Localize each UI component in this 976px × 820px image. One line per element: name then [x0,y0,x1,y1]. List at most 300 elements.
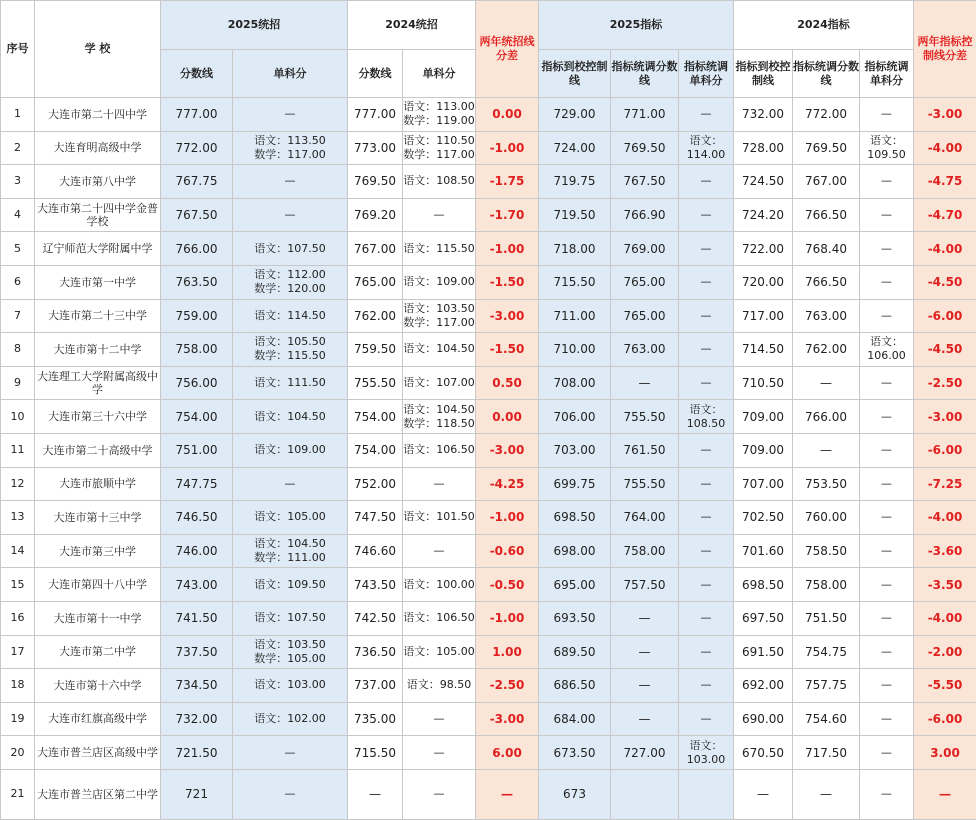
cell-2024-zb-line: 766.50 [793,198,860,232]
cell-2024-zb-danke: — [860,568,914,602]
cell-2025-zb-danke: — [679,501,734,535]
cell-seq: 11 [1,433,35,467]
cell-2025-zb-line: 771.00 [611,98,679,132]
cell-2025-zb-danke: — [679,669,734,703]
cell-diff-tongzhao: 0.00 [476,400,539,434]
cell-seq: 1 [1,98,35,132]
header-2024-zb-line: 指标统调分数线 [793,50,860,98]
cell-2025-zb-danke: — [679,702,734,736]
cell-2025-danke: — [233,198,348,232]
cell-2025-fenshuxian: 741.50 [161,601,233,635]
cell-2025-zb-line: 761.50 [611,433,679,467]
cell-2025-zb-danke: — [679,534,734,568]
cell-2025-zb-ctrl: 673 [539,769,611,819]
cell-diff-tongzhao: -0.50 [476,568,539,602]
cell-school: 大连市第十一中学 [35,601,161,635]
cell-2025-zb-danke [679,769,734,819]
cell-seq: 2 [1,131,35,165]
header-2024-fenshuxian: 分数线 [348,50,403,98]
cell-2025-zb-ctrl: 708.00 [539,366,611,400]
cell-school: 大连市第二十四中学 [35,98,161,132]
cell-2024-zb-line: 763.00 [793,299,860,333]
cell-2025-zb-ctrl: 710.00 [539,333,611,367]
cell-2025-zb-line: — [611,635,679,669]
cell-school: 辽宁师范大学附属中学 [35,232,161,266]
cell-2024-zb-ctrl: 670.50 [734,736,793,770]
cell-2025-zb-danke: — [679,232,734,266]
cell-2025-fenshuxian: 766.00 [161,232,233,266]
cell-2025-fenshuxian: 767.50 [161,198,233,232]
cell-2025-danke: — [233,98,348,132]
cell-2024-danke: — [403,534,476,568]
header-seq: 序号 [1,1,35,98]
cell-diff-tongzhao: -3.00 [476,433,539,467]
cell-seq: 5 [1,232,35,266]
cell-2025-zb-danke: — [679,198,734,232]
cell-2025-zb-ctrl: 715.50 [539,265,611,299]
cell-2025-zb-line: 764.00 [611,501,679,535]
cell-2024-danke: 语文：106.50 [403,433,476,467]
cell-2024-zb-ctrl: 714.50 [734,333,793,367]
cell-2024-fenshuxian: 777.00 [348,98,403,132]
cell-diff-zhibiao: -2.50 [914,366,976,400]
cell-2024-zb-ctrl: 691.50 [734,635,793,669]
cell-2024-danke: 语文：115.50 [403,232,476,266]
cell-2025-fenshuxian: 756.00 [161,366,233,400]
cell-2025-fenshuxian: 763.50 [161,265,233,299]
cell-2024-fenshuxian: 737.00 [348,669,403,703]
cell-2024-zb-danke: — [860,400,914,434]
cell-2024-zb-ctrl: 722.00 [734,232,793,266]
cell-school: 大连市第十二中学 [35,333,161,367]
cell-diff-tongzhao: -2.50 [476,669,539,703]
cell-school: 大连市第三中学 [35,534,161,568]
cell-2025-zb-line: 755.50 [611,467,679,501]
cell-2025-zb-line: 769.50 [611,131,679,165]
cell-seq: 7 [1,299,35,333]
cell-2024-zb-ctrl: 710.50 [734,366,793,400]
cell-2024-zb-line: — [793,433,860,467]
cell-2025-zb-ctrl: 706.00 [539,400,611,434]
cell-2025-zb-danke: — [679,635,734,669]
cell-2024-fenshuxian: 747.50 [348,501,403,535]
cell-diff-tongzhao: -1.00 [476,501,539,535]
cell-2025-zb-danke: 语文： 103.00 [679,736,734,770]
cell-2025-danke: 语文：107.50 [233,601,348,635]
cell-school: 大连市第二十三中学 [35,299,161,333]
cell-2025-zb-danke: — [679,433,734,467]
cell-2025-danke: 语文：105.50 数学：115.50 [233,333,348,367]
cell-2024-danke: 语文：105.00 [403,635,476,669]
cell-seq: 21 [1,769,35,819]
cell-diff-zhibiao: -4.75 [914,165,976,199]
cell-2024-fenshuxian: 755.50 [348,366,403,400]
cell-2024-fenshuxian: 759.50 [348,333,403,367]
cell-2024-zb-line: — [793,366,860,400]
header-2025-zb-danke: 指标统调单科分 [679,50,734,98]
cell-diff-tongzhao: 1.00 [476,635,539,669]
cell-2024-danke: — [403,702,476,736]
cell-2025-zb-ctrl: 695.00 [539,568,611,602]
cell-seq: 18 [1,669,35,703]
header-2024-tongzhao: 2024统招 [348,1,476,50]
cell-2024-zb-danke: — [860,769,914,819]
cell-2024-zb-line: 767.00 [793,165,860,199]
cell-2024-zb-line: 754.75 [793,635,860,669]
header-2025-zb-ctrl: 指标到校控制线 [539,50,611,98]
cell-diff-tongzhao: 6.00 [476,736,539,770]
cell-2025-danke: 语文：111.50 [233,366,348,400]
cell-2024-danke: — [403,736,476,770]
cell-2024-danke: 语文：104.50 [403,333,476,367]
cell-2025-danke: — [233,165,348,199]
cell-diff-zhibiao: -4.00 [914,501,976,535]
cell-2025-fenshuxian: 721 [161,769,233,819]
cell-2025-fenshuxian: 754.00 [161,400,233,434]
cell-2024-zb-line: 766.50 [793,265,860,299]
cell-school: 大连市普兰店区高级中学 [35,736,161,770]
cell-2024-fenshuxian: 736.50 [348,635,403,669]
cell-2025-zb-danke: — [679,366,734,400]
cell-2025-zb-ctrl: 698.00 [539,534,611,568]
cell-2024-zb-line: 753.50 [793,467,860,501]
cell-2024-zb-ctrl: 702.50 [734,501,793,535]
header-2025-fenshuxian: 分数线 [161,50,233,98]
cell-2024-danke: — [403,198,476,232]
header-diff-tongzhao: 两年统招线分差 [476,1,539,98]
cell-2024-zb-line: 769.50 [793,131,860,165]
cell-2024-zb-line: 717.50 [793,736,860,770]
header-2025-zb-line: 指标统调分数线 [611,50,679,98]
cell-2024-fenshuxian: 752.00 [348,467,403,501]
cell-diff-tongzhao: -1.75 [476,165,539,199]
cell-2025-fenshuxian: 751.00 [161,433,233,467]
cell-school: 大连市第二中学 [35,635,161,669]
cell-diff-zhibiao: — [914,769,976,819]
cell-seq: 8 [1,333,35,367]
cell-2024-zb-line: 772.00 [793,98,860,132]
cell-2025-zb-danke: — [679,265,734,299]
cell-2024-fenshuxian: — [348,769,403,819]
cell-2024-zb-danke: — [860,98,914,132]
cell-diff-tongzhao: -1.00 [476,232,539,266]
cell-diff-tongzhao: -4.25 [476,467,539,501]
cell-school: 大连市第二十四中学金普学校 [35,198,161,232]
cell-2024-zb-ctrl: 697.50 [734,601,793,635]
cell-2025-zb-ctrl: 719.50 [539,198,611,232]
cell-2024-zb-ctrl: — [734,769,793,819]
cell-2024-zb-ctrl: 709.00 [734,400,793,434]
cell-2025-zb-line: 758.00 [611,534,679,568]
cell-2024-fenshuxian: 715.50 [348,736,403,770]
cell-2025-zb-ctrl: 711.00 [539,299,611,333]
cell-seq: 6 [1,265,35,299]
cell-2024-zb-line: 751.50 [793,601,860,635]
cell-2024-zb-ctrl: 728.00 [734,131,793,165]
cell-2025-danke: — [233,769,348,819]
cell-2025-zb-line: 755.50 [611,400,679,434]
cell-2025-zb-ctrl: 719.75 [539,165,611,199]
cell-diff-zhibiao: 3.00 [914,736,976,770]
cell-2024-zb-ctrl: 720.00 [734,265,793,299]
cell-diff-zhibiao: -4.50 [914,265,976,299]
cell-school: 大连市第四十八中学 [35,568,161,602]
cell-2025-zb-line: 765.00 [611,299,679,333]
cell-2024-zb-ctrl: 701.60 [734,534,793,568]
cell-2024-zb-danke: — [860,501,914,535]
cell-2025-zb-danke: — [679,467,734,501]
cell-diff-tongzhao: -1.70 [476,198,539,232]
cell-2024-zb-line: 758.00 [793,568,860,602]
cell-2024-zb-danke: — [860,299,914,333]
cell-2025-danke: 语文：112.00 数学：120.00 [233,265,348,299]
cell-diff-zhibiao: -3.00 [914,400,976,434]
cell-2025-zb-danke: — [679,98,734,132]
cell-diff-zhibiao: -2.00 [914,635,976,669]
cell-2024-zb-danke: — [860,669,914,703]
cell-2024-danke: 语文：101.50 [403,501,476,535]
cell-2024-zb-line: 760.00 [793,501,860,535]
header-2025-tongzhao: 2025统招 [161,1,348,50]
cell-2024-fenshuxian: 742.50 [348,601,403,635]
cell-2024-danke: 语文：100.00 [403,568,476,602]
cell-2025-zb-ctrl: 724.00 [539,131,611,165]
cell-diff-tongzhao: -0.60 [476,534,539,568]
cell-diff-zhibiao: -4.00 [914,601,976,635]
cell-2025-zb-ctrl: 698.50 [539,501,611,535]
table-row [1,501,976,535]
cell-2025-danke: 语文：113.50 数学：117.00 [233,131,348,165]
cell-school: 大连育明高级中学 [35,131,161,165]
cell-2025-zb-line: 765.00 [611,265,679,299]
cell-diff-tongzhao: — [476,769,539,819]
cell-2024-fenshuxian: 754.00 [348,400,403,434]
cell-2024-fenshuxian: 769.20 [348,198,403,232]
cell-2024-fenshuxian: 773.00 [348,131,403,165]
cell-2025-zb-ctrl: 729.00 [539,98,611,132]
header-school: 学 校 [35,1,161,98]
cell-2024-zb-danke: — [860,534,914,568]
cell-2024-danke: 语文：113.00 数学：119.00 [403,98,476,132]
cell-2024-zb-line: 754.60 [793,702,860,736]
cell-2024-zb-danke: — [860,165,914,199]
cell-diff-tongzhao: -3.00 [476,702,539,736]
cell-2025-zb-danke: — [679,165,734,199]
cell-school: 大连市第十三中学 [35,501,161,535]
cell-2024-zb-line: 758.50 [793,534,860,568]
cell-2024-danke: — [403,467,476,501]
cell-2024-zb-ctrl: 732.00 [734,98,793,132]
cell-2024-fenshuxian: 765.00 [348,265,403,299]
table-row [1,131,976,165]
cell-diff-zhibiao: -4.50 [914,333,976,367]
cell-2024-fenshuxian: 769.50 [348,165,403,199]
cell-2025-fenshuxian: 737.50 [161,635,233,669]
cell-diff-zhibiao: -7.25 [914,467,976,501]
cell-2024-danke: — [403,769,476,819]
table-row [1,534,976,568]
cell-school: 大连市第八中学 [35,165,161,199]
cell-school: 大连市第三十六中学 [35,400,161,434]
cell-2025-zb-ctrl: 684.00 [539,702,611,736]
table-row [1,769,976,819]
table-row [1,299,976,333]
table-row [1,635,976,669]
header-2024-zhibiao: 2024指标 [734,1,914,50]
header-2025-zhibiao: 2025指标 [539,1,734,50]
cell-2025-fenshuxian: 767.75 [161,165,233,199]
cell-2024-zb-line: 766.00 [793,400,860,434]
cell-2025-zb-danke: 语文： 114.00 [679,131,734,165]
cell-2025-zb-ctrl: 686.50 [539,669,611,703]
cell-2024-danke: 语文：98.50 [403,669,476,703]
cell-diff-zhibiao: -3.60 [914,534,976,568]
cell-2025-fenshuxian: 759.00 [161,299,233,333]
cell-seq: 13 [1,501,35,535]
cell-2025-danke: 语文：103.00 [233,669,348,703]
cell-2024-zb-line: 757.75 [793,669,860,703]
cell-2024-zb-line: 762.00 [793,333,860,367]
cell-2024-zb-danke: — [860,198,914,232]
table-row [1,98,976,132]
cell-2025-zb-line: 767.50 [611,165,679,199]
cell-2024-zb-ctrl: 698.50 [734,568,793,602]
cell-2025-danke: — [233,736,348,770]
cell-2024-zb-ctrl: 692.00 [734,669,793,703]
cell-2024-zb-line: — [793,769,860,819]
table-row [1,198,976,232]
cell-2025-zb-line: — [611,366,679,400]
table-row [1,669,976,703]
cell-2025-danke: 语文：105.00 [233,501,348,535]
cell-2025-danke: 语文：103.50 数学：105.00 [233,635,348,669]
cell-2025-danke: 语文：104.50 数学：111.00 [233,534,348,568]
cell-seq: 16 [1,601,35,635]
cell-2025-zb-ctrl: 693.50 [539,601,611,635]
cell-seq: 9 [1,366,35,400]
cell-2025-zb-danke: — [679,299,734,333]
cell-diff-zhibiao: -5.50 [914,669,976,703]
header-2024-danke: 单科分 [403,50,476,98]
cell-2025-fenshuxian: 758.00 [161,333,233,367]
cell-2025-danke: — [233,467,348,501]
cell-2024-zb-danke: — [860,366,914,400]
header-2025-danke: 单科分 [233,50,348,98]
cell-2024-fenshuxian: 743.50 [348,568,403,602]
cell-2025-fenshuxian: 732.00 [161,702,233,736]
cell-school: 大连理工大学附属高级中学 [35,366,161,400]
cell-school: 大连市普兰店区第二中学 [35,769,161,819]
table-row [1,702,976,736]
cell-diff-zhibiao: -6.00 [914,433,976,467]
cell-2024-zb-ctrl: 709.00 [734,433,793,467]
table-row [1,736,976,770]
cell-diff-tongzhao: -1.50 [476,265,539,299]
cell-2025-zb-line: 757.50 [611,568,679,602]
cell-diff-zhibiao: -6.00 [914,702,976,736]
cell-2024-danke: 语文：104.50 数学：118.50 [403,400,476,434]
cell-school: 大连市第一中学 [35,265,161,299]
cell-2025-fenshuxian: 746.00 [161,534,233,568]
cell-2025-fenshuxian: 746.50 [161,501,233,535]
table-row [1,601,976,635]
cell-2025-zb-line: — [611,669,679,703]
cell-diff-zhibiao: -4.00 [914,131,976,165]
table-row [1,366,976,400]
cell-seq: 17 [1,635,35,669]
cell-diff-zhibiao: -3.00 [914,98,976,132]
cell-seq: 10 [1,400,35,434]
cell-2024-danke: 语文：103.50 数学：117.00 [403,299,476,333]
cell-2025-zb-ctrl: 673.50 [539,736,611,770]
cell-seq: 20 [1,736,35,770]
cell-2024-zb-ctrl: 707.00 [734,467,793,501]
cell-seq: 15 [1,568,35,602]
cell-2024-zb-ctrl: 717.00 [734,299,793,333]
table-body [1,98,976,820]
header-diff-zhibiao: 两年指标控制线分差 [914,1,976,98]
cell-diff-zhibiao: -6.00 [914,299,976,333]
cell-2024-zb-danke: — [860,433,914,467]
cell-diff-tongzhao: -1.00 [476,601,539,635]
cell-2025-danke: 语文：104.50 [233,400,348,434]
cell-diff-tongzhao: 0.50 [476,366,539,400]
cell-2024-fenshuxian: 762.00 [348,299,403,333]
cell-2024-zb-ctrl: 690.00 [734,702,793,736]
cell-diff-zhibiao: -4.00 [914,232,976,266]
cell-2025-fenshuxian: 743.00 [161,568,233,602]
header-2024-zb-danke: 指标统调单科分 [860,50,914,98]
cell-2025-fenshuxian: 777.00 [161,98,233,132]
cell-diff-tongzhao: -3.00 [476,299,539,333]
cell-seq: 19 [1,702,35,736]
cell-2025-zb-ctrl: 689.50 [539,635,611,669]
cell-2024-zb-danke: — [860,265,914,299]
cell-2024-zb-danke: — [860,635,914,669]
cell-2024-zb-danke: — [860,232,914,266]
cell-diff-tongzhao: 0.00 [476,98,539,132]
cell-2024-fenshuxian: 754.00 [348,433,403,467]
cell-2025-fenshuxian: 747.75 [161,467,233,501]
cell-2024-zb-danke: — [860,467,914,501]
cell-2024-zb-line: 768.40 [793,232,860,266]
cell-2025-zb-ctrl: 703.00 [539,433,611,467]
cell-2024-danke: 语文：109.00 [403,265,476,299]
cell-2024-zb-danke: — [860,736,914,770]
cell-2025-zb-danke: — [679,568,734,602]
cell-school: 大连市旅顺中学 [35,467,161,501]
cell-2024-fenshuxian: 735.00 [348,702,403,736]
cell-seq: 14 [1,534,35,568]
cell-2024-fenshuxian: 746.60 [348,534,403,568]
cell-school: 大连市红旗高级中学 [35,702,161,736]
cell-2024-zb-ctrl: 724.20 [734,198,793,232]
cell-2025-zb-danke: — [679,333,734,367]
table-row [1,433,976,467]
cell-2025-danke: 语文：109.50 [233,568,348,602]
cell-2025-zb-danke: — [679,601,734,635]
table-row [1,333,976,367]
cell-2025-danke: 语文：109.00 [233,433,348,467]
cell-2024-danke: 语文：107.00 [403,366,476,400]
cell-2025-zb-line: 763.00 [611,333,679,367]
cell-2025-zb-line: — [611,601,679,635]
cell-2025-zb-line: 769.00 [611,232,679,266]
table-row [1,467,976,501]
cell-diff-tongzhao: -1.50 [476,333,539,367]
cell-diff-tongzhao: -1.00 [476,131,539,165]
cell-2025-zb-ctrl: 718.00 [539,232,611,266]
